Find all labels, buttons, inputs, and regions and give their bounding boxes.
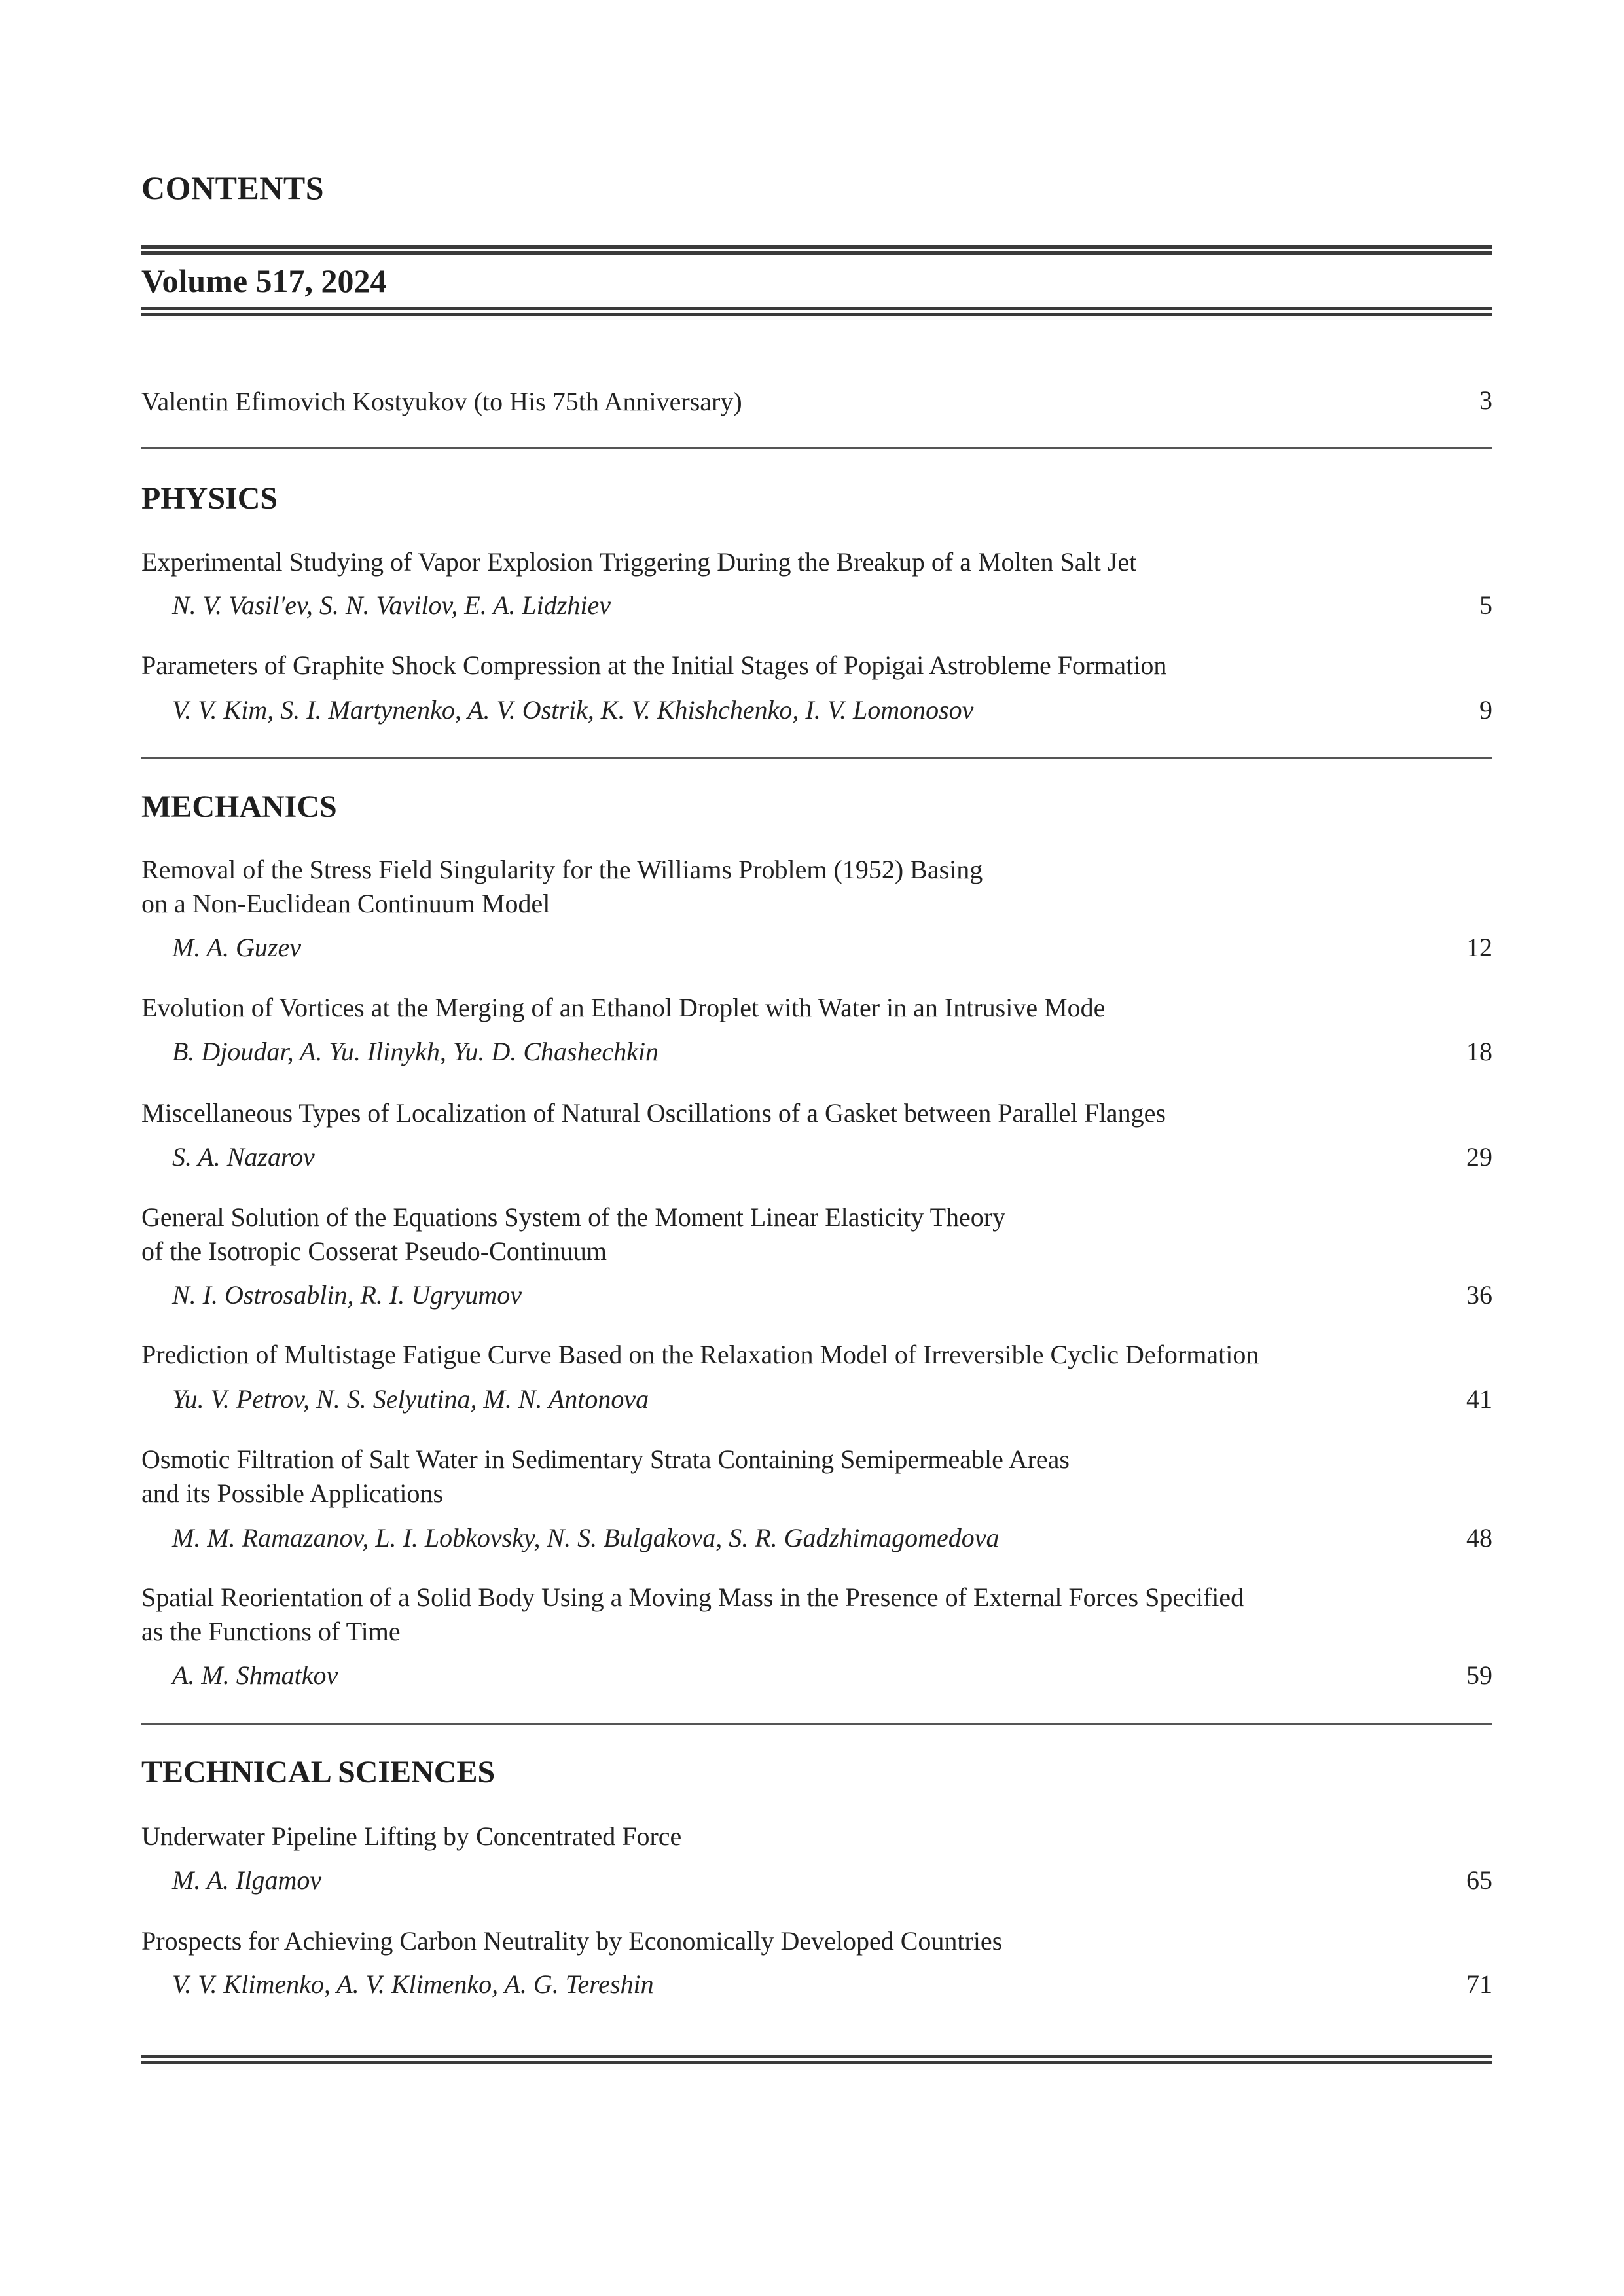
entry-title-line-1[interactable]: Spatial Reorientation of a Solid Body Using a Moving Mass in the Presence of External Forces Specified <box>141 1583 1244 1612</box>
section-divider <box>141 447 1492 449</box>
entry-page-number: 36 <box>1466 1280 1492 1310</box>
section-title-mechanics: MECHANICS <box>141 789 337 824</box>
section-title-physics: PHYSICS <box>141 481 278 516</box>
entry-title[interactable]: Experimental Studying of Vapor Explosion Triggering During the Breakup of a Molten Salt Jet <box>141 547 1137 577</box>
entry-page-number: 18 <box>1466 1037 1492 1066</box>
entry-authors: V. V. Kim, S. I. Martynenko, A. V. Ostrik, K. V. Khishchenko, I. V. Lomonosov <box>172 695 974 725</box>
entry-title[interactable]: Prediction of Multistage Fatigue Curve Based on the Relaxation Model of Irreversible Cyclic Deformation <box>141 1340 1259 1369</box>
section-divider <box>141 757 1492 759</box>
entry-title[interactable]: Prospects for Achieving Carbon Neutrality by Economically Developed Countries <box>141 1926 1003 1956</box>
section-divider <box>141 1723 1492 1725</box>
front-entry-page: 3 <box>1479 386 1492 415</box>
entry-authors: A. M. Shmatkov <box>172 1660 338 1690</box>
entry-title[interactable]: Underwater Pipeline Lifting by Concentrated Force <box>141 1821 682 1851</box>
entry-title-line-2[interactable]: and its Possible Applications <box>141 1479 444 1508</box>
entry-title-line-1[interactable]: Removal of the Stress Field Singularity for the Williams Problem (1952) Basing <box>141 855 983 884</box>
header-bottom-rule <box>141 307 1492 316</box>
header-top-rule <box>141 245 1492 255</box>
entry-authors: M. M. Ramazanov, L. I. Lobkovsky, N. S. Bulgakova, S. R. Gadzhimagomedova <box>172 1523 1000 1552</box>
entry-title[interactable]: Parameters of Graphite Shock Compression at the Initial Stages of Popigai Astrobleme Formation <box>141 651 1167 680</box>
entry-page-number: 71 <box>1466 1969 1492 1999</box>
page-title: CONTENTS <box>141 170 325 206</box>
entry-authors: B. Djoudar, A. Yu. Ilinykh, Yu. D. Chashechkin <box>172 1037 659 1066</box>
entry-page-number: 41 <box>1466 1384 1492 1414</box>
entry-authors: M. A. Ilgamov <box>172 1865 322 1895</box>
footer-rule <box>141 2055 1492 2064</box>
entry-authors: N. V. Vasil'ev, S. N. Vavilov, E. A. Lidzhiev <box>172 590 611 620</box>
entry-title-line-1[interactable]: General Solution of the Equations System of the Moment Linear Elasticity Theory <box>141 1202 1006 1232</box>
entry-title[interactable]: Miscellaneous Types of Localization of Natural Oscillations of a Gasket between Parallel Flanges <box>141 1098 1166 1128</box>
entry-page-number: 48 <box>1466 1523 1492 1552</box>
entry-title-line-2[interactable]: as the Functions of Time <box>141 1617 401 1646</box>
entry-title[interactable]: Evolution of Vortices at the Merging of an Ethanol Droplet with Water in an Intrusive Mode <box>141 993 1106 1022</box>
entry-title-line-1[interactable]: Osmotic Filtration of Salt Water in Sedimentary Strata Containing Semipermeable Areas <box>141 1444 1070 1474</box>
front-entry-title[interactable]: Valentin Efimovich Kostyukov (to His 75th Anniversary) <box>141 387 742 416</box>
entry-title-line-2[interactable]: on a Non-Euclidean Continuum Model <box>141 889 550 918</box>
contents-page <box>141 0 1492 2296</box>
entry-page-number: 12 <box>1466 933 1492 962</box>
entry-page-number: 29 <box>1466 1142 1492 1172</box>
entry-page-number: 5 <box>1479 590 1492 620</box>
entry-authors: M. A. Guzev <box>172 933 301 962</box>
entry-title-line-2[interactable]: of the Isotropic Cosserat Pseudo-Continuum <box>141 1236 607 1266</box>
entry-authors: V. V. Klimenko, A. V. Klimenko, A. G. Tereshin <box>172 1969 654 1999</box>
section-title-technical-sciences: TECHNICAL SCIENCES <box>141 1755 496 1789</box>
entry-authors: N. I. Ostrosablin, R. I. Ugryumov <box>172 1280 522 1310</box>
entry-page-number: 59 <box>1466 1660 1492 1690</box>
volume-label: Volume 517, 2024 <box>141 262 387 299</box>
entry-authors: Yu. V. Petrov, N. S. Selyutina, M. N. Antonova <box>172 1384 649 1414</box>
entry-authors: S. A. Nazarov <box>172 1142 315 1172</box>
entry-page-number: 65 <box>1466 1865 1492 1895</box>
entry-page-number: 9 <box>1479 695 1492 725</box>
